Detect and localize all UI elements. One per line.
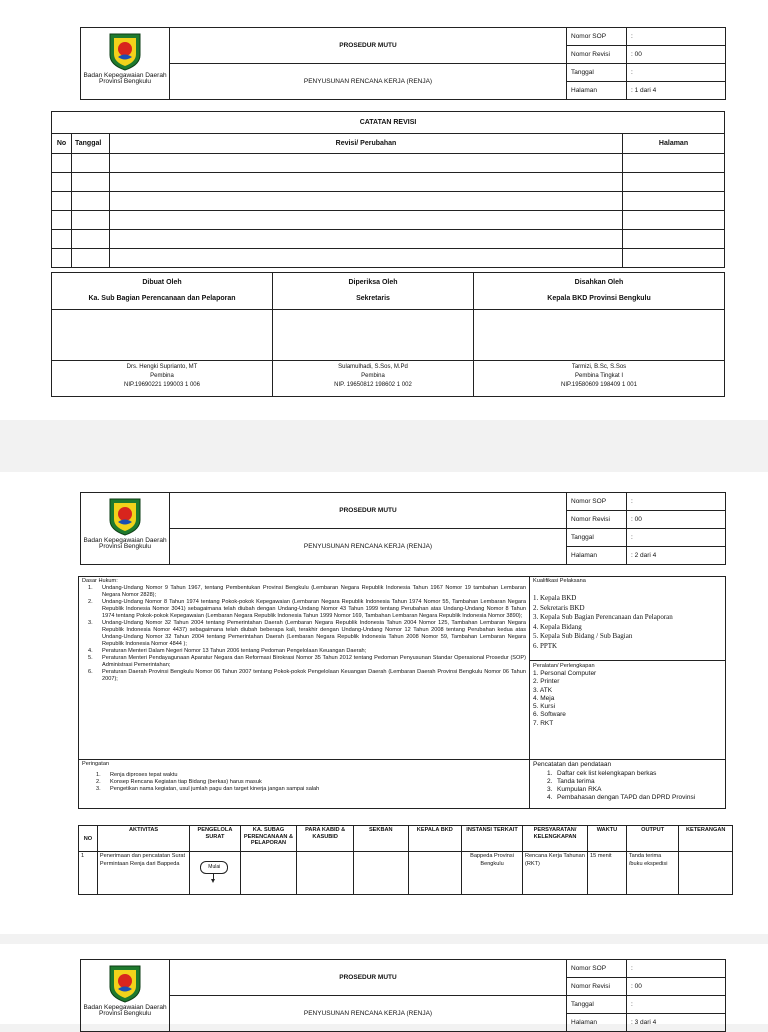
revision-row <box>52 249 725 268</box>
label-nomor-revisi: Nomor Revisi <box>567 978 627 996</box>
list-item: 2. Sekretaris BKD <box>533 603 585 612</box>
col-perubahan: Revisi/ Perubahan <box>110 134 623 154</box>
pencatatan-list <box>533 770 722 802</box>
sig-name-block-1 <box>52 361 273 397</box>
dasar-hukum-cell <box>79 577 530 760</box>
sig-space-3 <box>474 310 725 361</box>
cell-instansi: Bappeda Provinsi Bengkulu <box>462 852 523 895</box>
label-nomor-revisi: Nomor Revisi <box>567 511 627 529</box>
list-item: 4. Peraturan Menteri Dalam Negeri Nomor 13 Tahun 2006 tentang Pedoman Pengelolaan Keuangan Daerah; <box>88 648 367 654</box>
peralatan-section <box>530 660 725 728</box>
list-item: 3. Kumpulan RKA <box>547 786 602 793</box>
sig-role-3: Disahkan Oleh <box>574 279 624 286</box>
sig-head-1 <box>52 273 273 310</box>
sig-name-2: Sulamulhadi, S.Sos, M.Pd <box>338 364 408 370</box>
col-instansi-terkait: INSTANSI TERKAIT <box>462 826 523 852</box>
list-item: 3. Kepala Sub Bagian Perencanaan dan Pelaporan <box>533 613 673 621</box>
sig-head-3 <box>474 273 725 310</box>
label-nomor-sop: Nomor SOP <box>567 960 627 978</box>
sig-position-2: Sekretaris <box>356 295 390 302</box>
revision-row <box>52 211 725 230</box>
peringatan-label: Peringatan <box>82 761 110 767</box>
list-item: 5. Kursi <box>533 703 556 711</box>
logo-cell <box>81 960 170 1032</box>
logo-cell <box>81 493 170 565</box>
col-no: No <box>52 134 72 154</box>
sig-name-1: Drs. Hengki Suprianto, MT <box>126 364 198 370</box>
org-line-1: Badan Kepegawaian Daerah <box>83 537 167 544</box>
list-item: 1. Kepala BKD <box>533 594 577 602</box>
kualifikasi-peralatan-cell <box>530 577 726 760</box>
sig-rank-3: Pembina Tingkat I <box>574 373 624 379</box>
doc-subtitle: PENYUSUNAN RENCANA KERJA (RENJA) <box>170 64 567 100</box>
table-row <box>79 852 733 895</box>
cell-kepala-bkd <box>408 852 462 895</box>
value-halaman: : 3 dari 4 <box>627 1014 726 1032</box>
list-item: 5. Peraturan Menteri Pendayagunaan Aparatur Negara dan Reformasi Birokrasi Nomor 35 Tahun 2012 tentang Pedoman Penyusunan Standar Operasional Prosedur (SOP) Administrasi Pemerintahan; <box>88 655 526 668</box>
col-output: OUTPUT <box>626 826 678 852</box>
list-item: 2. Tanda terima <box>547 778 595 785</box>
cell-keterangan <box>679 852 733 895</box>
value-nomor-sop: : <box>627 28 726 46</box>
list-item: 1. Daftar cek list kelengkapan berkas <box>547 770 657 777</box>
list-item: 1. Personal Computer <box>533 670 597 677</box>
cell-no: 1 <box>79 852 98 895</box>
doc-title: PROSEDUR MUTU <box>170 28 567 64</box>
sig-name-block-2 <box>273 361 474 397</box>
label-tanggal: Tanggal <box>567 64 627 82</box>
col-no: NO <box>79 826 98 852</box>
list-item: 4. Pembahasan dengan TAPD dan DPRD Provinsi <box>547 794 696 801</box>
revision-row <box>52 173 725 192</box>
sig-role-1: Dibuat Oleh <box>142 279 182 286</box>
sig-nip-3: NIP.19580609 198409 1 001 <box>561 382 637 388</box>
sop-header-table <box>80 492 726 565</box>
list-item: 2. Printer <box>533 678 560 686</box>
label-halaman: Halaman <box>567 547 627 565</box>
revision-row <box>52 230 725 249</box>
list-item: 1. Renja diproses tepat waktu <box>96 772 178 778</box>
org-line-1: Badan Kepegawaian Daerah <box>83 1004 167 1011</box>
list-item: 6. Software <box>533 711 566 719</box>
sig-position-3: Kepala BKD Provinsi Bengkulu <box>547 295 651 302</box>
org-line-2: Provinsi Bengkulu <box>98 543 152 550</box>
info-table <box>78 576 726 809</box>
bengkulu-emblem-logo <box>106 31 144 71</box>
peralatan-list <box>533 670 722 728</box>
sig-space-2 <box>273 310 474 361</box>
peringatan-cell <box>79 760 530 809</box>
cell-ka-subag <box>240 852 297 895</box>
value-nomor-revisi: : 00 <box>627 511 726 529</box>
dasar-hukum-label: Dasar Hukum: <box>82 578 118 584</box>
label-nomor-sop: Nomor SOP <box>567 493 627 511</box>
pencatatan-label: Pencatatan dan pendataan <box>533 761 612 768</box>
peringatan-list <box>82 772 526 793</box>
cell-pengelola-surat <box>190 852 240 895</box>
value-nomor-revisi: : 00 <box>627 978 726 996</box>
list-item: 6. Peraturan Daerah Provinsi Bengkulu Nomor 06 Tahun 2007 tentang Pokok-pokok Pengelolaan Keuangan Daerah (Lembaran Daerah Provinsi Bengkulu Nomor 06 Tahun 2007); <box>88 669 526 682</box>
sop-header-table <box>80 27 726 100</box>
revision-row <box>52 154 725 173</box>
list-item: 7. RKT <box>533 719 554 727</box>
col-pengelola-surat: PENGELOLA SURAT <box>190 826 240 852</box>
col-sekban: SEKBAN <box>353 826 408 852</box>
sig-name-3: Tarmizi, B.Sc, S.Sos <box>571 364 627 370</box>
kualifikasi-list <box>533 594 722 651</box>
value-tanggal: : <box>627 529 726 547</box>
sig-name-block-3 <box>474 361 725 397</box>
pencatatan-cell <box>530 760 726 809</box>
cell-persyaratan: Rencana Kerja Tahunan (RKT) <box>522 852 587 895</box>
document-page-2 <box>0 472 768 934</box>
list-item: 3. ATK <box>533 686 553 694</box>
value-nomor-revisi: : 00 <box>627 46 726 64</box>
org-line-2: Provinsi Bengkulu <box>98 1010 152 1017</box>
activity-table <box>78 825 733 895</box>
list-item: 2. Undang-Undang Nomor 8 Tahun 1974 tentang Pokok-pokok Kepegawaian (Lembaran Negara Republik Indonesia Tahun 1974 Nomor 55, Tambahan Lembaran Negara Republik Indonesia Nomor 3041) sebagaimana telah diubah dengan Undang-Undang Nomor 43 Tahun 1999 tentang Perubahan atas Undang-Undang Nomor 8 Tahun 1974 tentang Pokok-pokok Kepegawaian (Lembaran Negara Republik Indonesia Tahun 1999 Nomor 169, Tambahan Lembaran Negara Republik Indonesia Nomor 3890); <box>88 599 526 619</box>
label-tanggal: Tanggal <box>567 996 627 1014</box>
cell-para-kabid <box>297 852 354 895</box>
list-item: 3. Undang-Undang Nomor 32 Tahun 2004 tentang Pemerintahan Daerah (Lembaran Negara Republik Indonesia Tahun 2004 Nomor 125, Tambahan Lembaran Negara Republik Indonesia Nomor 4437) sebagaimana telah diubah beberapa kali, terakhir dengan Undang-Undang Nomor 12 Tahun 2008 tentang Perubahan kedua atas Undang-Undang Nomor 32 Tahun 2004 tentang Pemerintahan Daerah (Lembaran Negara Republik Indonesia Tahun 2008 Nomor 59, Tambahan Lembaran Negara Republik Indonesia Nomor 4844 ); <box>88 620 526 647</box>
revision-row <box>52 192 725 211</box>
cell-output: Tanda terima /buku ekspedisi <box>626 852 678 895</box>
peralatan-label: Peralatan/ Perlengkapan <box>533 663 595 669</box>
revision-table <box>51 111 725 268</box>
document-page-1 <box>0 0 768 420</box>
list-item: 5. Kepala Sub Bidang / Sub Bagian <box>533 632 633 640</box>
sig-position-1: Ka. Sub Bagian Perencanaan dan Pelaporan <box>88 295 236 302</box>
arrow-down-icon <box>211 879 215 883</box>
bengkulu-emblem-logo <box>106 963 144 1003</box>
sig-rank-1: Pembina <box>150 373 174 379</box>
org-line-1: Badan Kepegawaian Daerah <box>83 72 167 79</box>
value-tanggal: : <box>627 64 726 82</box>
col-kepala-bkd: KEPALA BKD <box>408 826 462 852</box>
list-item: 2. Konsep Rencana Kegiatan tiap Bidang (berkas) harus masuk <box>96 779 262 785</box>
value-halaman: : 1 dari 4 <box>627 82 726 100</box>
doc-title: PROSEDUR MUTU <box>170 493 567 529</box>
doc-subtitle: PENYUSUNAN RENCANA KERJA (RENJA) <box>170 996 567 1032</box>
sop-header-table <box>80 959 726 1032</box>
doc-subtitle: PENYUSUNAN RENCANA KERJA (RENJA) <box>170 529 567 565</box>
cell-aktivitas: Penerimaan dan pencatatan Surat Permintaan Renja dari Bappeda <box>97 852 189 895</box>
col-keterangan: KETERANGAN <box>679 826 733 852</box>
value-nomor-sop: : <box>627 493 726 511</box>
doc-title: PROSEDUR MUTU <box>170 960 567 996</box>
label-nomor-revisi: Nomor Revisi <box>567 46 627 64</box>
label-tanggal: Tanggal <box>567 529 627 547</box>
document-page-3 <box>0 944 768 1024</box>
sig-nip-1: NIP.19690221 199003 1 006 <box>124 382 200 388</box>
bengkulu-emblem-logo <box>106 496 144 536</box>
list-item: 4. Kepala Bidang <box>533 622 582 631</box>
cell-sekban <box>353 852 408 895</box>
sig-role-2: Diperiksa Oleh <box>348 279 398 286</box>
col-para-kabid: PARA KABID & KASUBID <box>297 826 354 852</box>
signature-table <box>51 272 725 397</box>
list-item: 3. Pengetikan nama kegiatan, usul jumlah pagu dan target kinerja jangan sampai salah <box>96 786 320 792</box>
dasar-hukum-list <box>82 585 526 683</box>
value-nomor-sop: : <box>627 960 726 978</box>
list-item: 4. Meja <box>533 694 555 702</box>
value-halaman: : 2 dari 4 <box>627 547 726 565</box>
sig-rank-2: Pembina <box>361 373 385 379</box>
col-ka-subag: KA. SUBAG PERENCANAAN & PELAPORAN <box>240 826 297 852</box>
org-line-2: Provinsi Bengkulu <box>98 78 152 85</box>
col-halaman: Halaman <box>623 134 725 154</box>
value-tanggal: : <box>627 996 726 1014</box>
label-nomor-sop: Nomor SOP <box>567 28 627 46</box>
col-persyaratan: PERSYARATAN/ KELENGKAPAN <box>522 826 587 852</box>
list-item: 1. Undang-Undang Nomor 9 Tahun 1967, tentang Pembentukan Provinsi Bengkulu (Lembaran Negara Republik Indonesia Tahun 1967 Nomor 19 tambahan Lembaran Negara Nomor 2828); <box>88 585 526 598</box>
revision-title: CATATAN REVISI <box>52 112 725 134</box>
sig-head-2 <box>273 273 474 310</box>
sig-nip-2: NIP. 19650812 198602 1 002 <box>334 382 412 388</box>
label-halaman: Halaman <box>567 1014 627 1032</box>
list-item: 6. PPTK <box>533 641 558 650</box>
col-tanggal: Tanggal <box>72 134 110 154</box>
logo-cell <box>81 28 170 100</box>
col-waktu: WAKTU <box>588 826 627 852</box>
kualifikasi-label: Kualifikasi Pelaksana <box>533 578 586 584</box>
cell-waktu: 15 menit <box>588 852 627 895</box>
flow-start-terminator: Mulai <box>200 861 228 874</box>
sig-space-1 <box>52 310 273 361</box>
label-halaman: Halaman <box>567 82 627 100</box>
col-aktivitas: AKTIVITAS <box>97 826 189 852</box>
